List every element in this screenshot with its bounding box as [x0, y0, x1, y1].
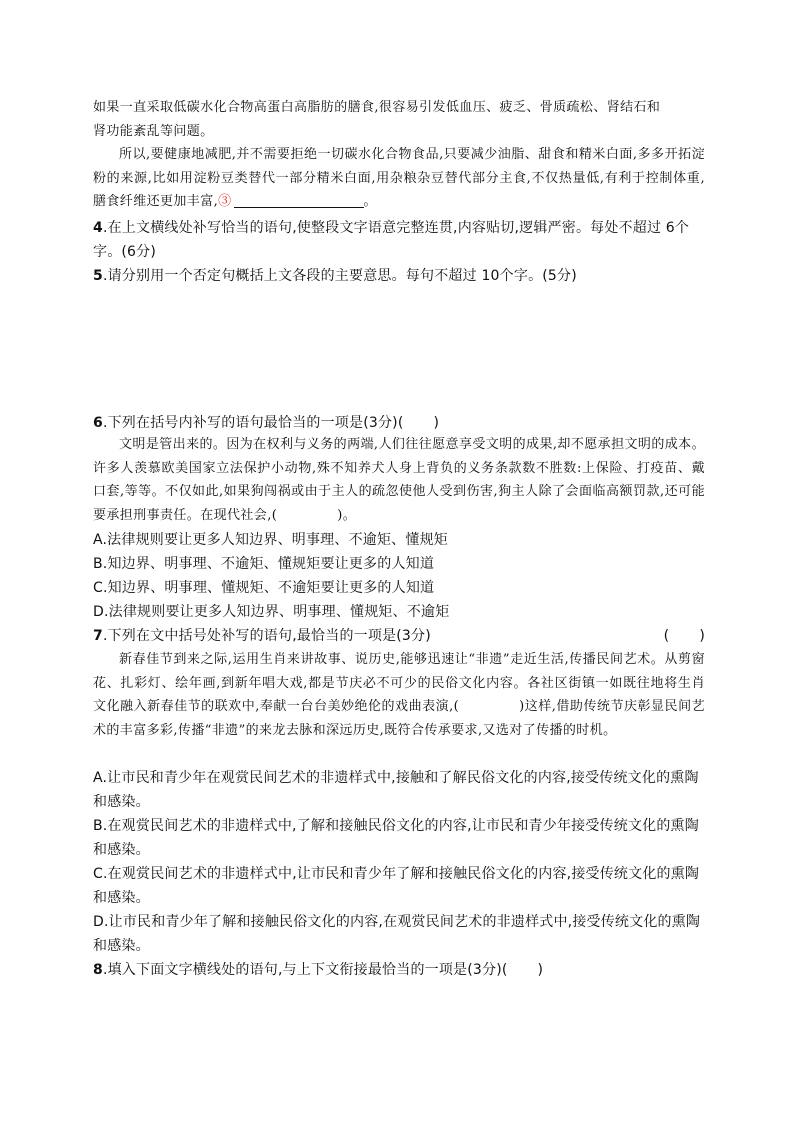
question-4-text: .在上文横线处补写恰当的语句,使整段文字语意完整连贯,内容贴切,逻辑严密。每处不超过 6个字。(6分) [93, 220, 690, 260]
passage-1-line-2: 肾功能紊乱等问题。 [93, 123, 214, 139]
paragraph-2-text: 所以,要健康地减肥,并不需要拒绝一切碳水化合物食品,只要减少油脂、甜食和精米白面,多多开拓淀粉的来源,比如用淀粉豆类替代一部分精米白面,用杂粮杂豆替代部分主食,不仅热量低,有利于控制体重,膳食纤维还更加丰富, [93, 147, 705, 209]
question-7-option-a[interactable]: A.让市民和青少年在观赏民间艺术的非遗样式中,接触和了解民俗文化的内容,接受传统文化的熏陶和感染。 [93, 770, 699, 810]
question-7-open-paren: ( [663, 628, 670, 644]
passage-1 [93, 96, 705, 214]
question-7-passage [93, 648, 705, 742]
passage-1-line-1: 如果一直采取低碳水化合物高蛋白高脂肪的膳食,很容易引发低血压、疲乏、骨质疏松、肾结石和 [93, 100, 661, 115]
question-7-options [93, 766, 705, 958]
question-7-number: 7 [93, 628, 103, 644]
question-5-number: 5 [93, 268, 103, 284]
question-7-passage-text-a: 新春佳节到来之际,运用生肖来讲故事、说历史,能够迅速让“非遗”走近生活,传播民间艺术。从剪窗花、扎彩灯、绘年画,到新年唱大戏,都是节庆必不可少的民俗文化内容。各社区街镇一如既往地将生肖文化融入新春佳节的联欢中,奉献一台台美妙绝伦的戏曲表演,( [93, 652, 705, 714]
question-6-text: .下列在括号内补写的语句最恰当的一项是(3分)( [102, 415, 404, 431]
question-5 [93, 264, 705, 288]
question-6-option-c[interactable]: C.知边界、明事理、懂规矩、不逾矩要让更多的人知道 [93, 580, 435, 596]
question-7 [93, 624, 705, 648]
question-7-option-b[interactable]: B.在观赏民间艺术的非遗样式中,了解和接触民俗文化的内容,让市民和青少年接受传统文化的熏陶和感染。 [93, 818, 699, 858]
question-8-close-paren: ) [537, 962, 544, 978]
question-8 [93, 958, 705, 982]
question-6-number: 6 [93, 415, 103, 431]
blank-marker-3: ③ [218, 194, 232, 209]
question-8-number: 8 [93, 962, 103, 978]
period: 。 [363, 194, 377, 209]
answer-blank-3 [234, 193, 364, 208]
question-5-text: .请分别用一个否定句概括上文各段的主要意思。每句不超过 10个字。(5分) [102, 268, 577, 284]
question-7-option-d[interactable]: D.让市民和青少年了解和接触民俗文化的内容,在观赏民间艺术的非遗样式中,接受传统文化的熏陶和感染。 [93, 914, 701, 954]
question-6-options [93, 528, 705, 624]
question-7-text: .下列在文中括号处补写的语句,最恰当的一项是(3分) [102, 628, 431, 644]
question-6-passage [93, 433, 705, 527]
question-4-number: 4 [93, 220, 103, 236]
question-7-option-c[interactable]: C.在观赏民间艺术的非遗样式中,让市民和青少年了解和接触民俗文化的内容,接受传统文化的熏陶和感染。 [93, 866, 700, 906]
question-6 [93, 411, 705, 435]
question-6-option-b[interactable]: B.知边界、明事理、不逾矩、懂规矩要让更多的人知道 [93, 556, 435, 572]
question-7-passage-text-b: )这样,借助传统节庆彰显民间艺术的丰富多彩,传播“非遗”的来龙去脉和深远历史,既符合传承要求,又选对了传播的时机。 [93, 699, 705, 738]
question-6-passage-text: 文明是管出来的。因为在权利与义务的两端,人们往往愿意享受文明的成果,却不愿承担文明的成本。许多人羡慕欧美国家立法保护小动物,殊不知养犬人身上背负的义务条款数不胜数:上保险、打疫苗、戴口套,等等。不仅如此,如果狗闯祸或由于主人的疏忽使他人受到伤害,狗主人除了会面临高额罚款,还可能要承担刑事责任。在现代社会,( [93, 437, 705, 523]
question-7-close-paren: ) [699, 628, 705, 644]
question-4 [93, 216, 705, 264]
question-6-close-paren: ) [433, 415, 440, 431]
question-6-option-d[interactable]: D.法律规则要让更多人知边界、明事理、懂规矩、不逾矩 [93, 604, 450, 620]
question-6-passage-close: )。 [337, 507, 357, 523]
question-8-text: .填入下面文字横线处的语句,与上下文衔接最恰当的一项是(3分)( [102, 962, 508, 978]
question-6-option-a[interactable]: A.法律规则要让更多人知边界、明事理、不逾矩、懂规矩 [93, 532, 448, 548]
passage-1-paragraph-2 [93, 143, 705, 214]
